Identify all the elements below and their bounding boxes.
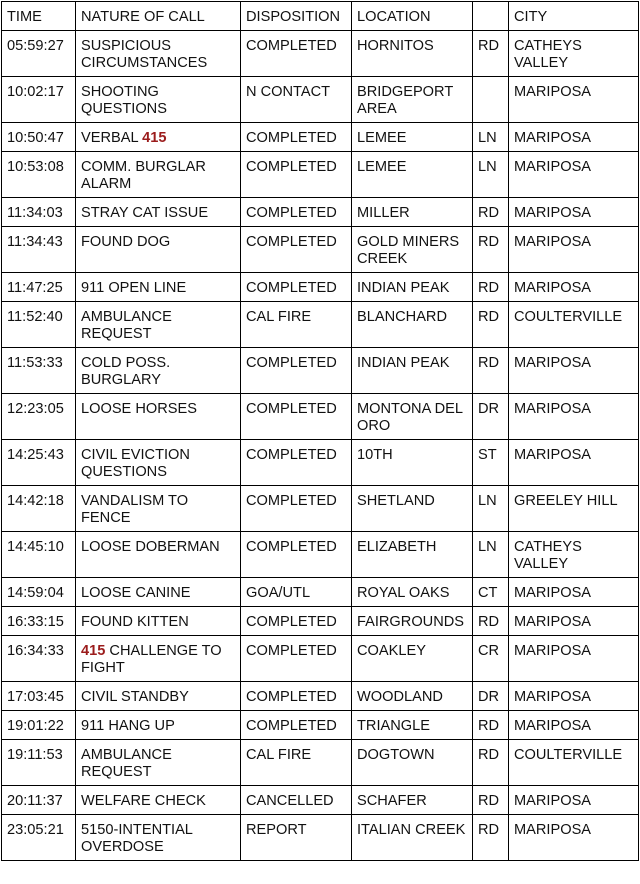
column-header-disposition: DISPOSITION: [241, 2, 352, 31]
code-415-highlight: 415: [142, 130, 167, 146]
cell-city: MARIPOSA: [509, 123, 639, 152]
cell-location: SHETLAND: [352, 486, 473, 532]
cell-suffix: LN: [473, 532, 509, 578]
table-row: [2, 227, 639, 273]
cell-location: ITALIAN CREEK: [352, 815, 473, 861]
cell-time: 10:02:17: [2, 77, 76, 123]
cell-city: COULTERVILLE: [509, 740, 639, 786]
cell-city: MARIPOSA: [509, 607, 639, 636]
table-row: [2, 348, 639, 394]
cell-location: MILLER: [352, 198, 473, 227]
cell-nature: COLD POSS. BURGLARY: [76, 348, 241, 394]
cell-suffix: LN: [473, 123, 509, 152]
cell-city: MARIPOSA: [509, 815, 639, 861]
cell-city: COULTERVILLE: [509, 302, 639, 348]
column-header-nature: NATURE OF CALL: [76, 2, 241, 31]
cell-suffix: DR: [473, 682, 509, 711]
table-header: [2, 2, 639, 31]
cell-disposition: COMPLETED: [241, 440, 352, 486]
cell-city: MARIPOSA: [509, 77, 639, 123]
cell-nature: 911 OPEN LINE: [76, 273, 241, 302]
cell-time: 11:53:33: [2, 348, 76, 394]
cell-location: FAIRGROUNDS: [352, 607, 473, 636]
column-header-suffix: [473, 2, 509, 31]
cell-disposition: COMPLETED: [241, 394, 352, 440]
table-row: [2, 711, 639, 740]
cell-disposition: CAL FIRE: [241, 740, 352, 786]
cell-suffix: DR: [473, 394, 509, 440]
cell-suffix: RD: [473, 607, 509, 636]
cell-disposition: COMPLETED: [241, 486, 352, 532]
cell-time: 11:34:03: [2, 198, 76, 227]
cell-nature: 415 CHALLENGE TO FIGHT: [76, 636, 241, 682]
cell-city: CATHEYS VALLEY: [509, 532, 639, 578]
table-row: [2, 682, 639, 711]
table-row: [2, 440, 639, 486]
table-row: [2, 636, 639, 682]
table-row: [2, 394, 639, 440]
cell-nature: LOOSE DOBERMAN: [76, 532, 241, 578]
table-row: [2, 815, 639, 861]
cell-time: 10:53:08: [2, 152, 76, 198]
table-row: [2, 273, 639, 302]
cell-nature: 911 HANG UP: [76, 711, 241, 740]
table-row: [2, 123, 639, 152]
cell-city: MARIPOSA: [509, 440, 639, 486]
table-row: [2, 486, 639, 532]
cell-disposition: GOA/UTL: [241, 578, 352, 607]
table-row: [2, 578, 639, 607]
column-header-location: LOCATION: [352, 2, 473, 31]
cell-disposition: N CONTACT: [241, 77, 352, 123]
cell-disposition: COMPLETED: [241, 31, 352, 77]
cell-suffix: RD: [473, 273, 509, 302]
cell-time: 11:52:40: [2, 302, 76, 348]
cell-city: MARIPOSA: [509, 152, 639, 198]
cell-time: 20:11:37: [2, 786, 76, 815]
cell-time: 23:05:21: [2, 815, 76, 861]
table-row: [2, 77, 639, 123]
cell-location: ELIZABETH: [352, 532, 473, 578]
cell-disposition: COMPLETED: [241, 348, 352, 394]
cell-city: MARIPOSA: [509, 348, 639, 394]
cell-disposition: COMPLETED: [241, 636, 352, 682]
cell-suffix: RD: [473, 740, 509, 786]
cell-nature: WELFARE CHECK: [76, 786, 241, 815]
cell-location: INDIAN PEAK: [352, 348, 473, 394]
cell-nature: FOUND KITTEN: [76, 607, 241, 636]
cell-location: 10TH: [352, 440, 473, 486]
column-header-time: TIME: [2, 2, 76, 31]
table-row: [2, 532, 639, 578]
cell-disposition: COMPLETED: [241, 532, 352, 578]
cell-nature: 5150-INTENTIAL OVERDOSE: [76, 815, 241, 861]
cell-nature: SUSPICIOUS CIRCUMSTANCES: [76, 31, 241, 77]
cell-city: MARIPOSA: [509, 682, 639, 711]
cell-time: 14:42:18: [2, 486, 76, 532]
cell-nature: CIVIL STANDBY: [76, 682, 241, 711]
cell-suffix: CR: [473, 636, 509, 682]
cell-location: LEMEE: [352, 123, 473, 152]
cell-time: 12:23:05: [2, 394, 76, 440]
header-row: [2, 2, 639, 31]
cell-disposition: COMPLETED: [241, 198, 352, 227]
cell-city: MARIPOSA: [509, 273, 639, 302]
cell-time: 19:11:53: [2, 740, 76, 786]
cell-time: 14:25:43: [2, 440, 76, 486]
cell-nature: SHOOTING QUESTIONS: [76, 77, 241, 123]
cell-suffix: [473, 77, 509, 123]
table-row: [2, 152, 639, 198]
cell-disposition: COMPLETED: [241, 607, 352, 636]
cell-location: HORNITOS: [352, 31, 473, 77]
cell-time: 19:01:22: [2, 711, 76, 740]
cell-suffix: CT: [473, 578, 509, 607]
cell-location: BLANCHARD: [352, 302, 473, 348]
cell-location: WOODLAND: [352, 682, 473, 711]
cell-nature: FOUND DOG: [76, 227, 241, 273]
code-415-highlight: 415: [81, 643, 106, 659]
table-body: [2, 31, 639, 861]
cell-nature: VERBAL 415: [76, 123, 241, 152]
cell-suffix: RD: [473, 348, 509, 394]
cell-city: MARIPOSA: [509, 198, 639, 227]
table-row: [2, 607, 639, 636]
cell-disposition: REPORT: [241, 815, 352, 861]
cell-location: COAKLEY: [352, 636, 473, 682]
cell-suffix: RD: [473, 815, 509, 861]
cell-nature: VANDALISM TO FENCE: [76, 486, 241, 532]
cell-disposition: COMPLETED: [241, 227, 352, 273]
cell-city: MARIPOSA: [509, 394, 639, 440]
table-row: [2, 786, 639, 815]
cell-time: 16:33:15: [2, 607, 76, 636]
cell-nature: AMBULANCE REQUEST: [76, 302, 241, 348]
cell-city: MARIPOSA: [509, 578, 639, 607]
table-row: [2, 302, 639, 348]
cell-location: LEMEE: [352, 152, 473, 198]
cell-suffix: RD: [473, 711, 509, 740]
column-header-city: CITY: [509, 2, 639, 31]
cell-suffix: RD: [473, 786, 509, 815]
cell-nature: AMBULANCE REQUEST: [76, 740, 241, 786]
cell-disposition: COMPLETED: [241, 273, 352, 302]
cell-location: DOGTOWN: [352, 740, 473, 786]
cell-time: 17:03:45: [2, 682, 76, 711]
cell-time: 14:45:10: [2, 532, 76, 578]
call-log-table: [1, 1, 639, 861]
cell-time: 05:59:27: [2, 31, 76, 77]
cell-nature: COMM. BURGLAR ALARM: [76, 152, 241, 198]
cell-location: TRIANGLE: [352, 711, 473, 740]
cell-suffix: RD: [473, 227, 509, 273]
cell-time: 16:34:33: [2, 636, 76, 682]
cell-nature: LOOSE HORSES: [76, 394, 241, 440]
cell-location: BRIDGEPORT AREA: [352, 77, 473, 123]
cell-time: 11:34:43: [2, 227, 76, 273]
cell-time: 10:50:47: [2, 123, 76, 152]
cell-suffix: ST: [473, 440, 509, 486]
cell-suffix: LN: [473, 152, 509, 198]
cell-nature: LOOSE CANINE: [76, 578, 241, 607]
cell-city: MARIPOSA: [509, 786, 639, 815]
table-row: [2, 31, 639, 77]
cell-suffix: RD: [473, 302, 509, 348]
cell-city: CATHEYS VALLEY: [509, 31, 639, 77]
cell-location: MONTONA DEL ORO: [352, 394, 473, 440]
cell-disposition: COMPLETED: [241, 123, 352, 152]
cell-time: 11:47:25: [2, 273, 76, 302]
cell-disposition: COMPLETED: [241, 711, 352, 740]
cell-location: GOLD MINERS CREEK: [352, 227, 473, 273]
cell-disposition: COMPLETED: [241, 682, 352, 711]
cell-city: MARIPOSA: [509, 636, 639, 682]
cell-city: MARIPOSA: [509, 711, 639, 740]
cell-suffix: LN: [473, 486, 509, 532]
cell-disposition: CANCELLED: [241, 786, 352, 815]
cell-location: ROYAL OAKS: [352, 578, 473, 607]
cell-nature: CIVIL EVICTION QUESTIONS: [76, 440, 241, 486]
cell-disposition: COMPLETED: [241, 152, 352, 198]
cell-city: MARIPOSA: [509, 227, 639, 273]
cell-disposition: CAL FIRE: [241, 302, 352, 348]
cell-nature: STRAY CAT ISSUE: [76, 198, 241, 227]
cell-suffix: RD: [473, 31, 509, 77]
table-row: [2, 198, 639, 227]
cell-suffix: RD: [473, 198, 509, 227]
table-row: [2, 740, 639, 786]
cell-location: INDIAN PEAK: [352, 273, 473, 302]
cell-time: 14:59:04: [2, 578, 76, 607]
cell-location: SCHAFER: [352, 786, 473, 815]
cell-city: GREELEY HILL: [509, 486, 639, 532]
